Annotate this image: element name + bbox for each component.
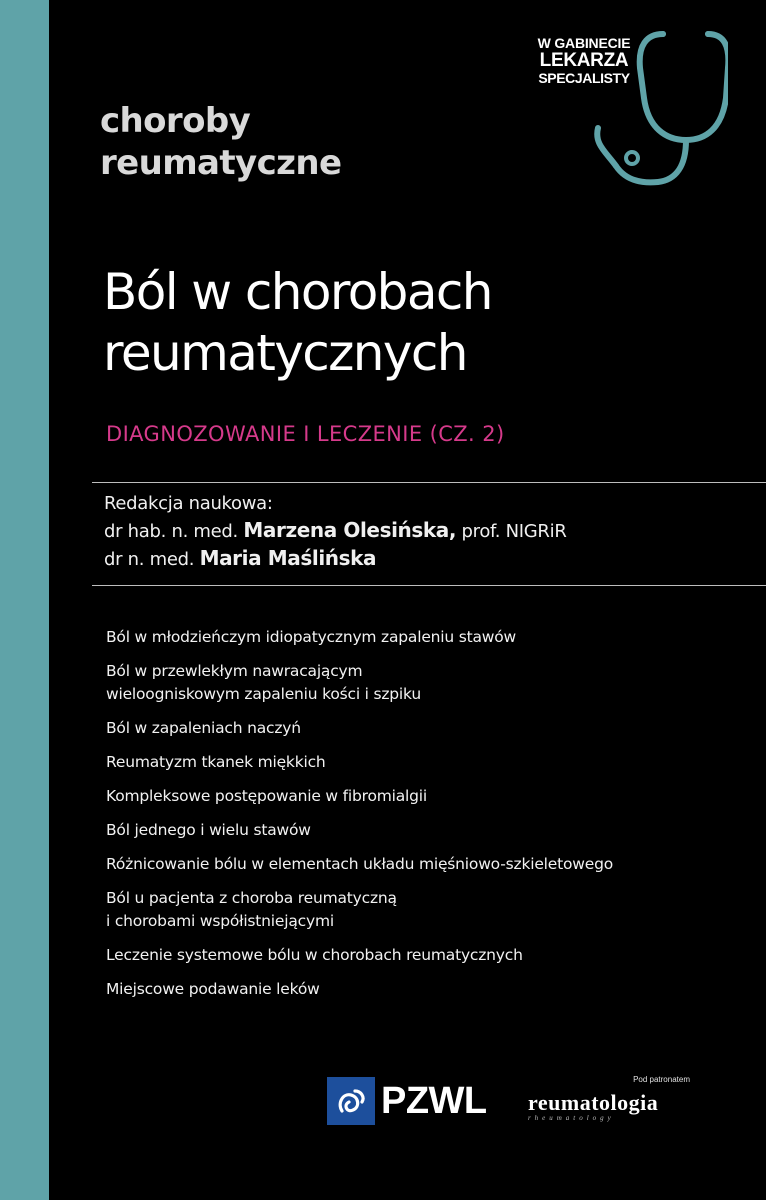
- toc-item-text: Miejscowe podawanie leków: [106, 980, 320, 998]
- series-title: [528, 36, 640, 85]
- toc-item-text: Ból w młodzieńczym idiopatycznym zapaleniu stawów: [106, 628, 517, 646]
- title-line-1: Ból w chorobach: [103, 263, 492, 321]
- toc-item-text: i chorobami współistniejącymi: [106, 912, 334, 930]
- patronage-block: [528, 1075, 698, 1122]
- series-line-3: SPECJALISTY: [538, 70, 630, 86]
- toc-item: [106, 978, 613, 1001]
- table-of-contents: [106, 626, 613, 1012]
- editor-1-prefix: dr hab. n. med.: [104, 521, 238, 542]
- patronage-logo-subtext: rheumatology: [528, 1114, 615, 1122]
- publisher-name: PZWL: [381, 1079, 487, 1122]
- spine-stripe: [0, 0, 49, 1200]
- category-line-2: reumatyczne: [100, 143, 342, 183]
- toc-item: [106, 751, 613, 774]
- toc-item: [106, 853, 613, 876]
- publisher-logo: [327, 1077, 487, 1125]
- series-badge: [528, 28, 728, 198]
- editor-2: [104, 545, 567, 573]
- category-label: [100, 100, 341, 184]
- editor-2-prefix: dr n. med.: [104, 549, 195, 570]
- book-title: [103, 262, 492, 384]
- editor-1-name: Marzena Olesińska,: [243, 518, 457, 542]
- toc-item: [106, 660, 613, 706]
- toc-item-text: wieloogniskowym zapaleniu kości i szpiku: [106, 685, 421, 703]
- patronage-logo-text: reumatologia: [528, 1090, 659, 1115]
- toc-item: [106, 785, 613, 808]
- patronage-label: Pod patronatem: [633, 1075, 690, 1084]
- series-line-2: LEKARZA: [539, 50, 629, 71]
- editors-block: [104, 490, 567, 573]
- toc-item-text: Kompleksowe postępowanie w fibromialgii: [106, 787, 428, 805]
- toc-item: [106, 717, 613, 740]
- toc-item-text: Ból u pacjenta z choroba reumatyczną: [106, 889, 397, 907]
- toc-item-text: Różnicowanie bólu w elementach układu mięśniowo-szkieletowego: [106, 855, 613, 873]
- toc-item-text: Leczenie systemowe bólu w chorobach reumatycznych: [106, 946, 523, 964]
- toc-item: [106, 887, 613, 933]
- toc-item: [106, 626, 613, 649]
- toc-item-text: Ból w przewlekłym nawracającym: [106, 662, 363, 680]
- editor-2-name: Maria Maślińska: [199, 546, 377, 570]
- divider-top: [92, 482, 766, 483]
- editor-1: [104, 517, 567, 545]
- toc-item: [106, 819, 613, 842]
- editor-1-suffix: prof. NIGRiR: [461, 521, 567, 542]
- divider-bottom: [92, 585, 766, 586]
- category-line-1: choroby: [100, 101, 251, 141]
- toc-item-text: Ból w zapaleniach naczyń: [106, 719, 301, 737]
- toc-item-text: Reumatyzm tkanek miękkich: [106, 753, 326, 771]
- title-line-2: reumatycznych: [103, 324, 467, 382]
- pzwl-logo-icon: [327, 1077, 375, 1125]
- toc-item-text: Ból jednego i wielu stawów: [106, 821, 311, 839]
- book-subtitle: DIAGNOZOWANIE I LECZENIE (CZ. 2): [106, 422, 505, 446]
- toc-item: [106, 944, 613, 967]
- series-line-1: W GABINECIE: [537, 35, 631, 51]
- editors-label: Redakcja naukowa:: [104, 493, 273, 514]
